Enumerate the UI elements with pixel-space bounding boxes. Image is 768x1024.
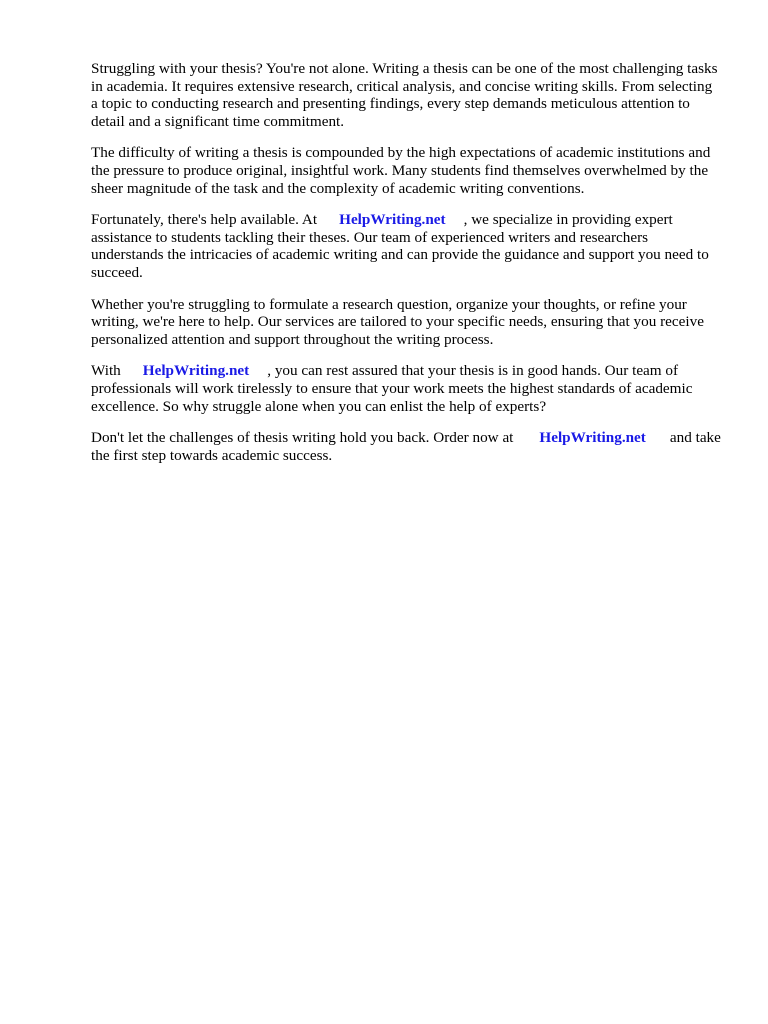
- helpwriting-link[interactable]: HelpWriting.net: [339, 211, 446, 229]
- document-body: [91, 60, 721, 478]
- paragraph-call-to-action: [91, 429, 721, 464]
- paragraph-difficulty: [91, 144, 721, 197]
- paragraph-help-available-text-before: Fortunately, there's help available. At: [91, 211, 318, 229]
- paragraph-intro-text: Struggling with your thesis? You're not alone. Writing a thesis can be one of the most challenging tasks in academia. It requires extensive research, critical analysis, and concise writing skills. From selecting a topic to conducting research and presenting findings, every step demands meticulous attention to detail and a significant time commitment.: [91, 60, 718, 130]
- helpwriting-link[interactable]: HelpWriting.net: [539, 429, 646, 447]
- paragraph-intro: [91, 60, 721, 130]
- paragraph-services: [91, 296, 721, 349]
- paragraph-call-to-action-text-before: Don't let the challenges of thesis writing hold you back. Order now at: [91, 429, 514, 447]
- paragraph-help-available: [91, 211, 721, 281]
- paragraph-call-to-action-text-after: and take the first step towards academic success.: [91, 429, 721, 464]
- paragraph-help-available-text-after: , we specialize in providing expert assistance to students tackling their theses. Our team of experienced writers and researchers understands the intricacies of academic writing and can provide the guidance and support you need to succeed.: [91, 211, 709, 281]
- paragraph-difficulty-text: The difficulty of writing a thesis is compounded by the high expectations of academic institutions and the pressure to produce original, insightful work. Many students find themselves overwhelmed by the sheer magnitude of the task and the complexity of academic writing conventions.: [91, 144, 711, 197]
- paragraph-assurance-text-after: , you can rest assured that your thesis is in good hands. Our team of professionals will work tirelessly to ensure that your work meets the highest standards of academic excellence. So why struggle alone when you can enlist the help of experts?: [91, 362, 693, 415]
- paragraph-assurance-text-before: With: [91, 362, 121, 380]
- paragraph-services-text: Whether you're struggling to formulate a research question, organize your thoughts, or refine your writing, we're here to help. Our services are tailored to your specific needs, ensuring that you receive personalized attention and support throughout the writing process.: [91, 295, 704, 348]
- paragraph-assurance: [91, 362, 721, 415]
- helpwriting-link[interactable]: HelpWriting.net: [142, 362, 250, 380]
